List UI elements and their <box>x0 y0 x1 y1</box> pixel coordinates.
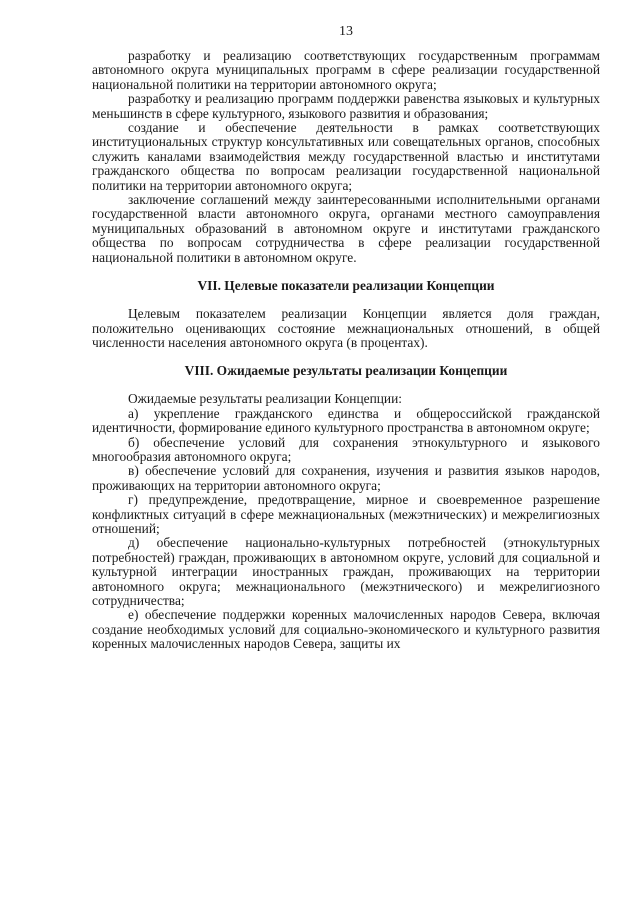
paragraph: Целевым показателем реализации Концепции является доля граждан, положительно оценивающих состояние межнациональных отношений, в общей численности населения автономного округа (в процентах). <box>92 306 600 350</box>
list-item: г) предупреждение, предотвращение, мирное и своевременное разрешение конфликтных ситуаций в сфере межнациональных (межэтнических) и межрелигиозных отношений; <box>92 492 600 536</box>
paragraph: заключение соглашений между заинтересованными исполнительными органами государственной власти автономного округа, органами местного самоуправления муниципальных образований в автономном округе и институтами гражданского общества по вопросам сотрудничества в сфере реализации государственной национальной политики в автономном округе. <box>92 192 600 265</box>
paragraph: Ожидаемые результаты реализации Концепции: <box>128 391 402 407</box>
paragraph: разработку и реализацию программ поддержки равенства языковых и культурных меньшинств в сфере культурного, языкового развития и образования; <box>92 91 600 121</box>
list-item: д) обеспечение национально-культурных потребностей (этнокультурных потребностей) граждан, проживающих в автономном округе, условий для социальной и культурной интеграции иностранных граждан, проживающих на территории автономного округа; межнационального (межэтнического) и межрелигиозного сотрудничества; <box>92 535 600 608</box>
page-number: 13 <box>339 24 353 39</box>
page-content <box>92 49 600 652</box>
paragraph: создание и обеспечение деятельности в рамках соответствующих институциональных структур консультативных или совещательных органов, способных служить каналами взаимодействия между государственной властью и институтами гражданского общества по вопросам реализации государственной национальной политики на территории автономного округа; <box>92 120 600 193</box>
list-item: б) обеспечение условий для сохранения этнокультурного и языкового многообразия автономного округа; <box>92 434 600 464</box>
section-heading-8: VIII. Ожидаемые результаты реализации Концепции <box>184 363 508 379</box>
list-item: в) обеспечение условий для сохранения, изучения и развития языков народов, проживающих на территории автономного округа; <box>92 463 600 493</box>
section-heading-7: VII. Целевые показатели реализации Концепции <box>197 278 495 294</box>
paragraph: разработку и реализацию соответствующих государственным программам автономного округа муниципальных программ в сфере реализации государственной национальной политики на территории автономного округа; <box>92 48 600 92</box>
list-item: е) обеспечение поддержки коренных малочисленных народов Севера, включая создание необходимых условий для социально-экономического и культурного развития коренных малочисленных народов Севера, защиты их <box>92 607 600 652</box>
list-item: а) укрепление гражданского единства и общероссийской гражданской идентичности, формирование единого культурного пространства в автономном округе; <box>92 405 600 436</box>
